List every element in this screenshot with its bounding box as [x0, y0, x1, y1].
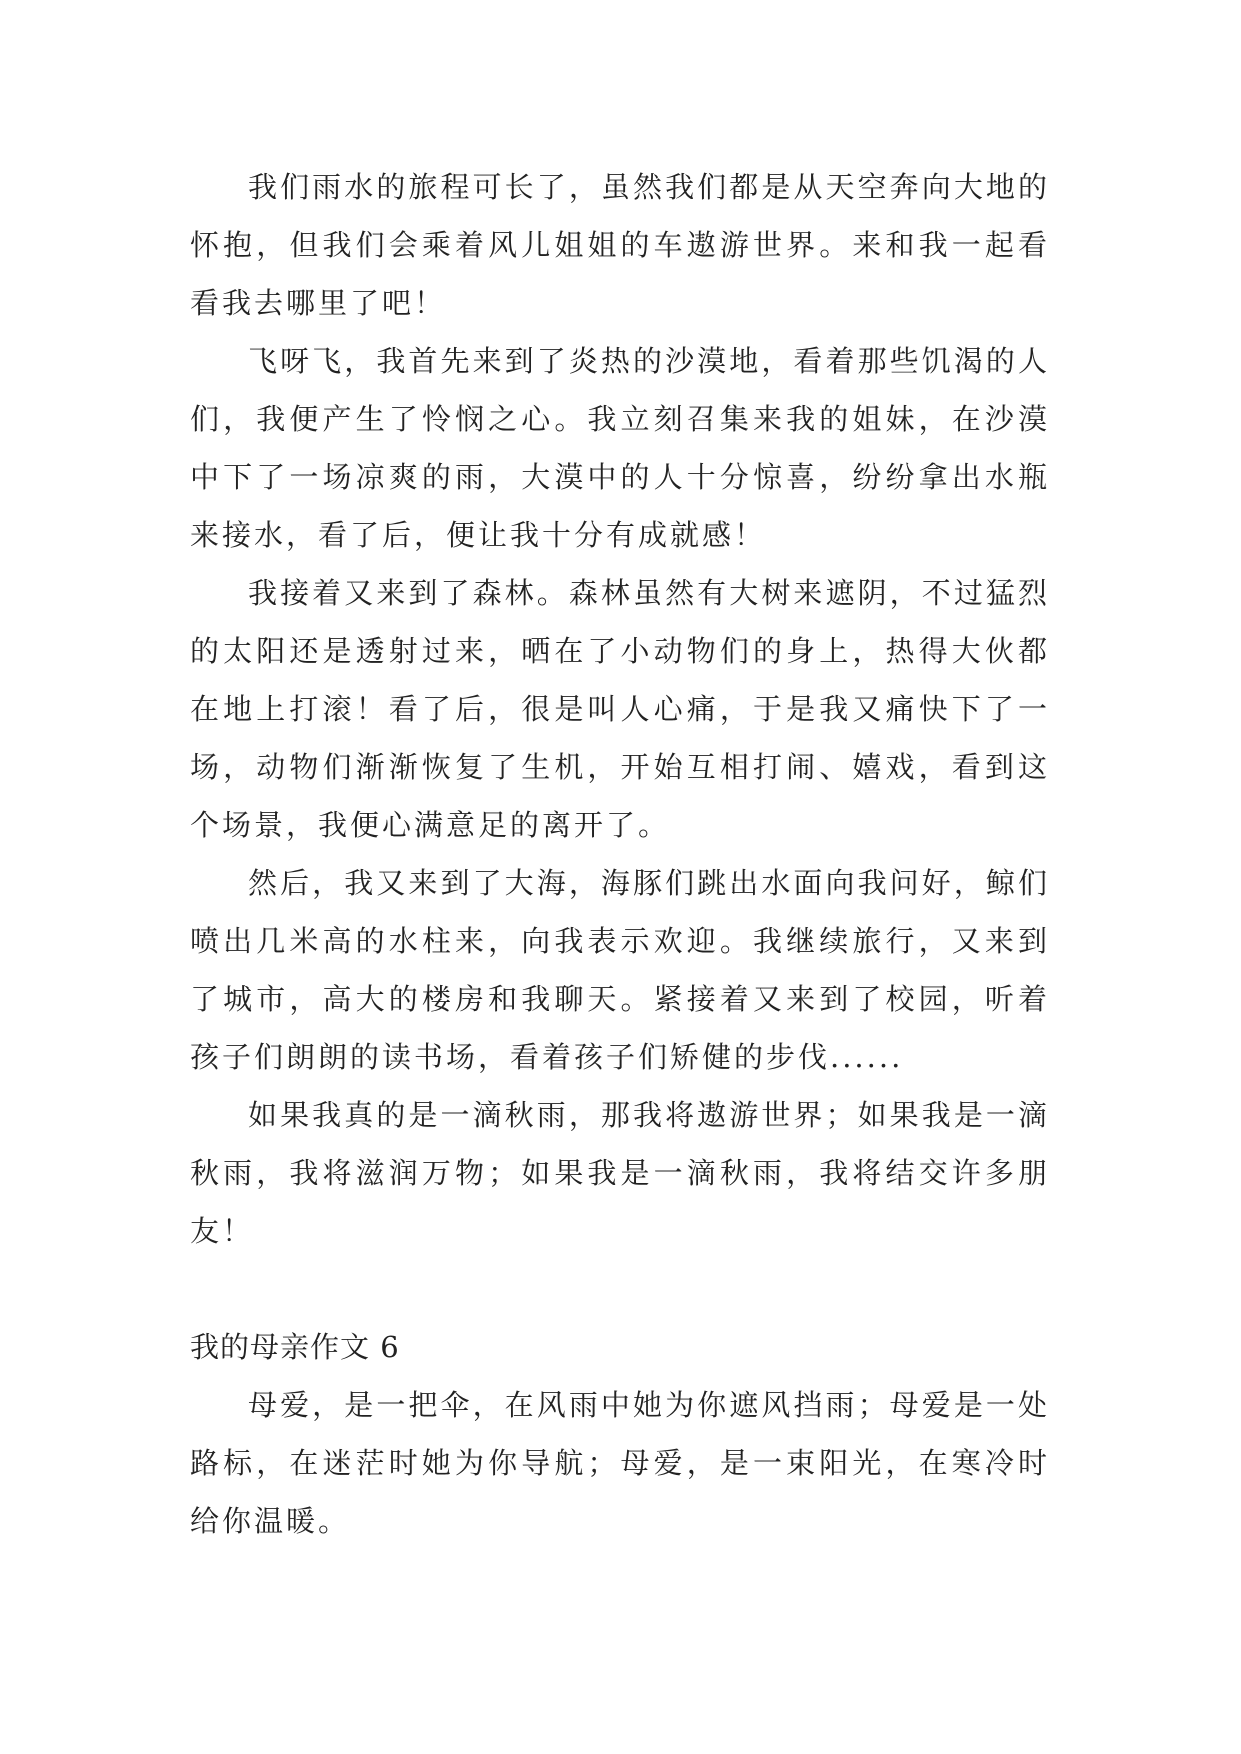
document-page	[190, 158, 1050, 1550]
paragraph: 飞呀飞，我首先来到了炎热的沙漠地，看着那些饥渴的人们，我便产生了怜悯之心。我立刻召集来我的姐妹，在沙漠中下了一场凉爽的雨，大漠中的人十分惊喜，纷纷拿出水瓶来接水，看了后，便让我十分有成就感！	[190, 344, 1050, 552]
section-title: 我的母亲作文 6	[190, 1330, 400, 1364]
paragraph: 我们雨水的旅程可长了，虽然我们都是从天空奔向大地的怀抱，但我们会乘着风儿姐姐的车遨游世界。来和我一起看看我去哪里了吧！	[190, 170, 1050, 320]
paragraph: 我接着又来到了森林。森林虽然有大树来遮阴，不过猛烈的太阳还是透射过来，晒在了小动物们的身上，热得大伙都在地上打滚！看了后，很是叫人心痛，于是我又痛快下了一场，动物们渐渐恢复了生机，开始互相打闹、嬉戏，看到这个场景，我便心满意足的离开了。	[190, 576, 1050, 842]
paragraph: 如果我真的是一滴秋雨，那我将遨游世界；如果我是一滴秋雨，我将滋润万物；如果我是一滴秋雨，我将结交许多朋友！	[190, 1098, 1050, 1248]
paragraph: 然后，我又来到了大海，海豚们跳出水面向我问好，鲸们喷出几米高的水柱来，向我表示欢迎。我继续旅行，又来到了城市，高大的楼房和我聊天。紧接着又来到了校园，听着孩子们朗朗的读书场，看着孩子们矫健的步伐......	[190, 866, 1050, 1074]
paragraph: 母爱，是一把伞，在风雨中她为你遮风挡雨；母爱是一处路标，在迷茫时她为你导航；母爱，是一束阳光，在寒冷时给你温暖。	[190, 1388, 1050, 1538]
